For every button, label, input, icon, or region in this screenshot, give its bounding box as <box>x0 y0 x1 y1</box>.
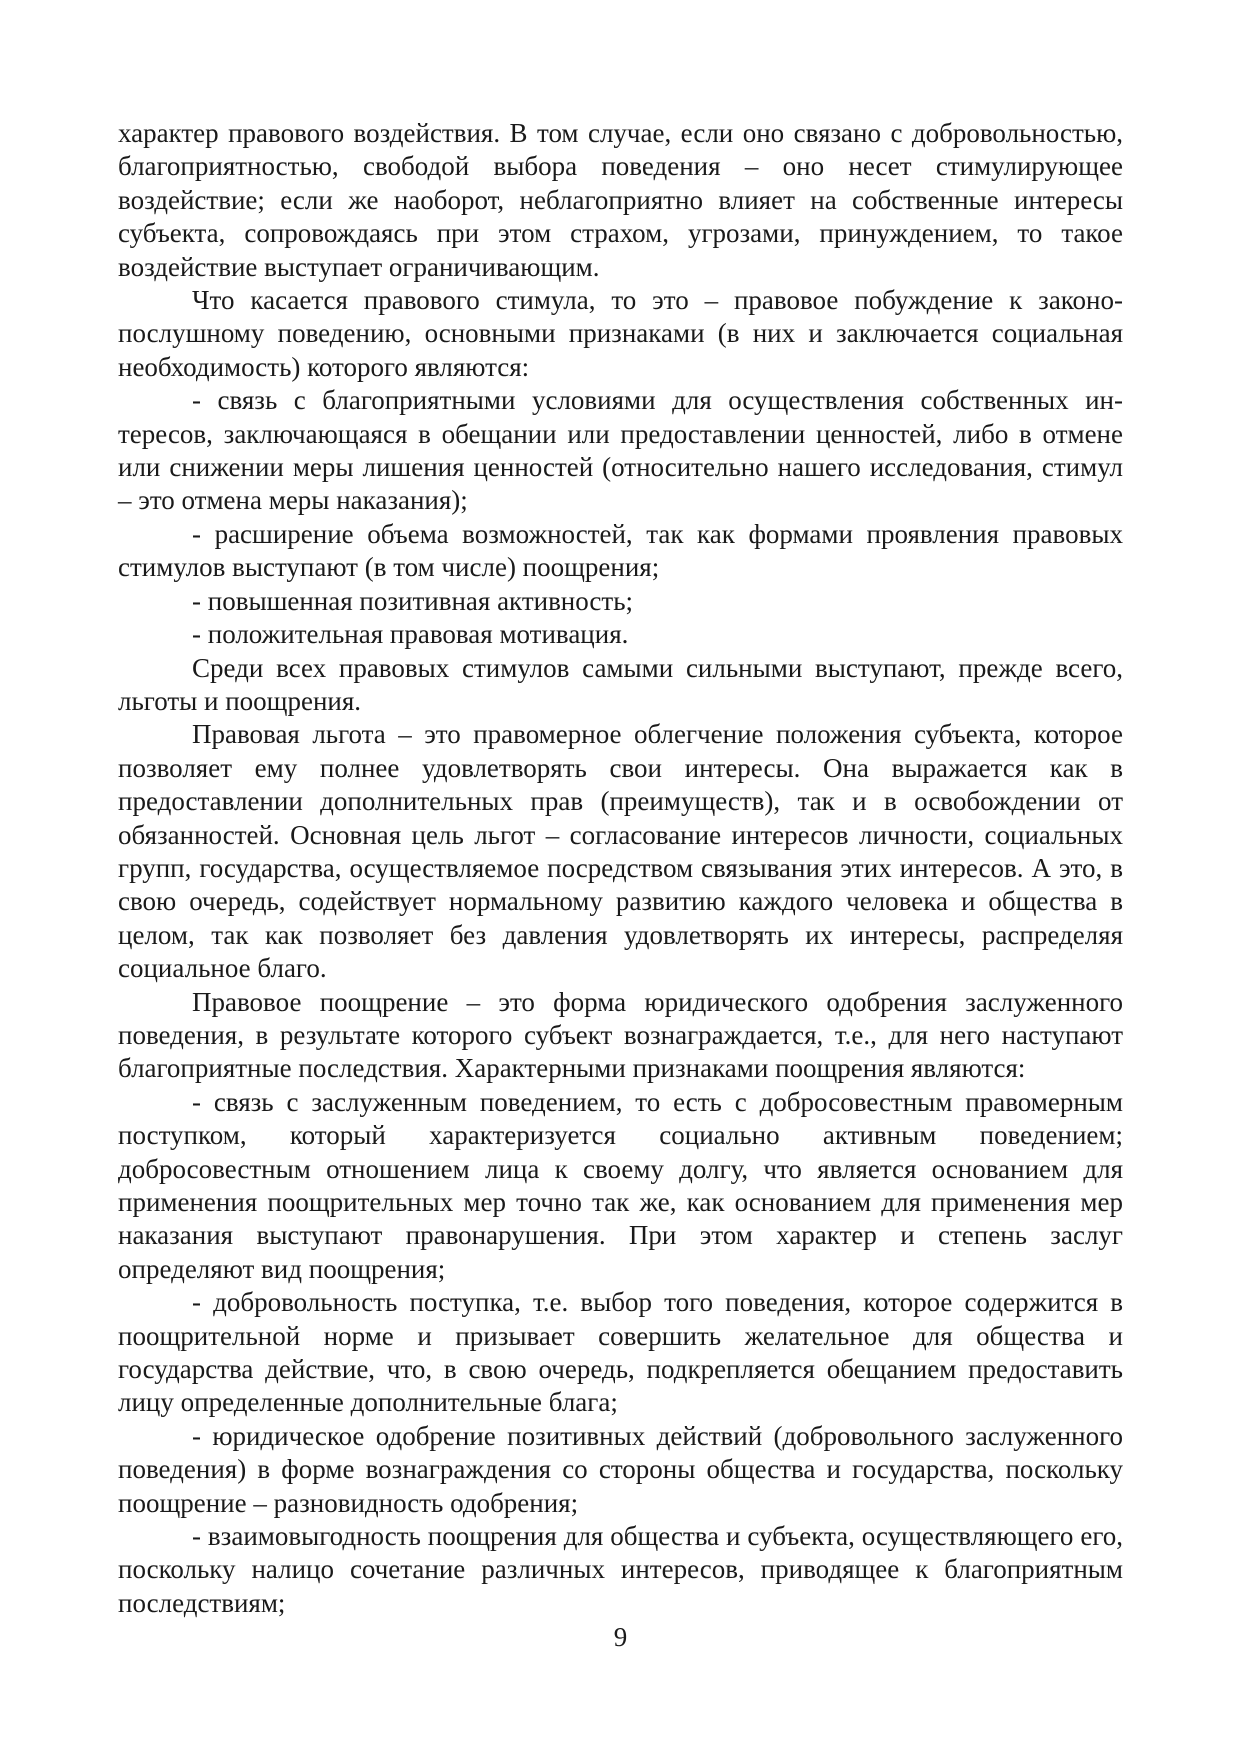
body-text <box>118 117 1123 1620</box>
page-number: 9 <box>613 1622 628 1652</box>
list-item-voluntariness: - добровольность поступка, т.е. выбор того поведения, которое содержится в поощрительной норме и призывает совершить желательное для общества и государства действие, что, в свою очередь, подкрепляется обещанием предоставить лицу определенные дополнительные блага; <box>118 1287 1123 1418</box>
paragraph-strongest-stimuli: Среди всех правовых стимулов самыми сильными выступают, прежде всего, льготы и поощрения. <box>118 652 1123 716</box>
list-item-positive-activity: - повышенная позитивная активность; <box>192 585 634 616</box>
list-item-mutual-benefit: - взаимовыгодность поощрения для общества и субъекта, осуществляющего его, поскольку налицо сочетание различных интересов, приводящее к благоприятным последствиям; <box>118 1521 1123 1618</box>
list-item-favorable-conditions: - связь с благоприятными условиями для осуществления собственных интересов, заключающаяся в обещании или предоставлении ценностей, либо в отмене или снижении меры лишения ценностей (относительно нашего исследования, стимул – это отмена меры наказания); <box>118 385 1123 516</box>
paragraph-legal-encouragement: Правовое поощрение – это форма юридического одобрения заслуженного поведения, в результате которого субъект вознаграждается, т.е., для него наступают благоприятные последствия. Характерными признаками поощрения являются: <box>118 986 1123 1084</box>
list-item-deserved-behavior: - связь с заслуженным поведением, то есть с добросовестным правомерным поступком, который характеризуется социально активным поведением; добросовестным отношением лица к своему долгу, что является основанием для применения поощрительных мер точно так же, как основанием для применения мер наказания выступают правонарушения. При этом характер и степень заслуг определяют вид поощрения; <box>118 1086 1123 1284</box>
list-item-expanded-opportunities: - расширение объема возможностей, так как формами проявления правовых стимулов выступают (в том числе) поощрения; <box>118 518 1123 583</box>
list-item-legal-motivation: - положительная правовая мотивация. <box>192 619 629 650</box>
paragraph-legal-benefit: Правовая льгота – это правомерное облегчение положения субъекта, которое позволяет ему полнее удовлетворять свои интересы. Она выражается как в предоставлении дополнительных прав (преимуществ), так и в освобождении от обязанностей. Основная цель льгот – согласование интересов личности, социальных групп, государства, осуществляемое посредством связывания этих интересов. А это, в свою очередь, содействует нормальному развитию каждого человека и общества в целом, так как позволяет без давления удовлетворять их интересы, распределяя социальное благо. <box>118 719 1123 984</box>
paragraph-legal-stimulus: Что касается правового стимула, то это – правовое побуждение к законопослушному поведению, основными признаками (в них и заключается социальная необходимость) которого являются: <box>118 285 1123 382</box>
paragraph-continuation: характер правового воздействия. В том случае, если оно связано с добровольностью, благоприятностью, свободой выбора поведения – оно несет стимулирующее воздействие; если же наоборот, неблагоприятно влияет на собственные интересы субъекта, сопровождаясь при этом страхом, угрозами, принуждением, то такое воздействие выступает ограничивающим. <box>118 118 1123 282</box>
list-item-legal-approval: - юридическое одобрение позитивных действий (добровольного заслуженного поведения) в форме вознаграждения со стороны общества и государства, поскольку поощрение – разновидность одобрения; <box>118 1420 1123 1518</box>
